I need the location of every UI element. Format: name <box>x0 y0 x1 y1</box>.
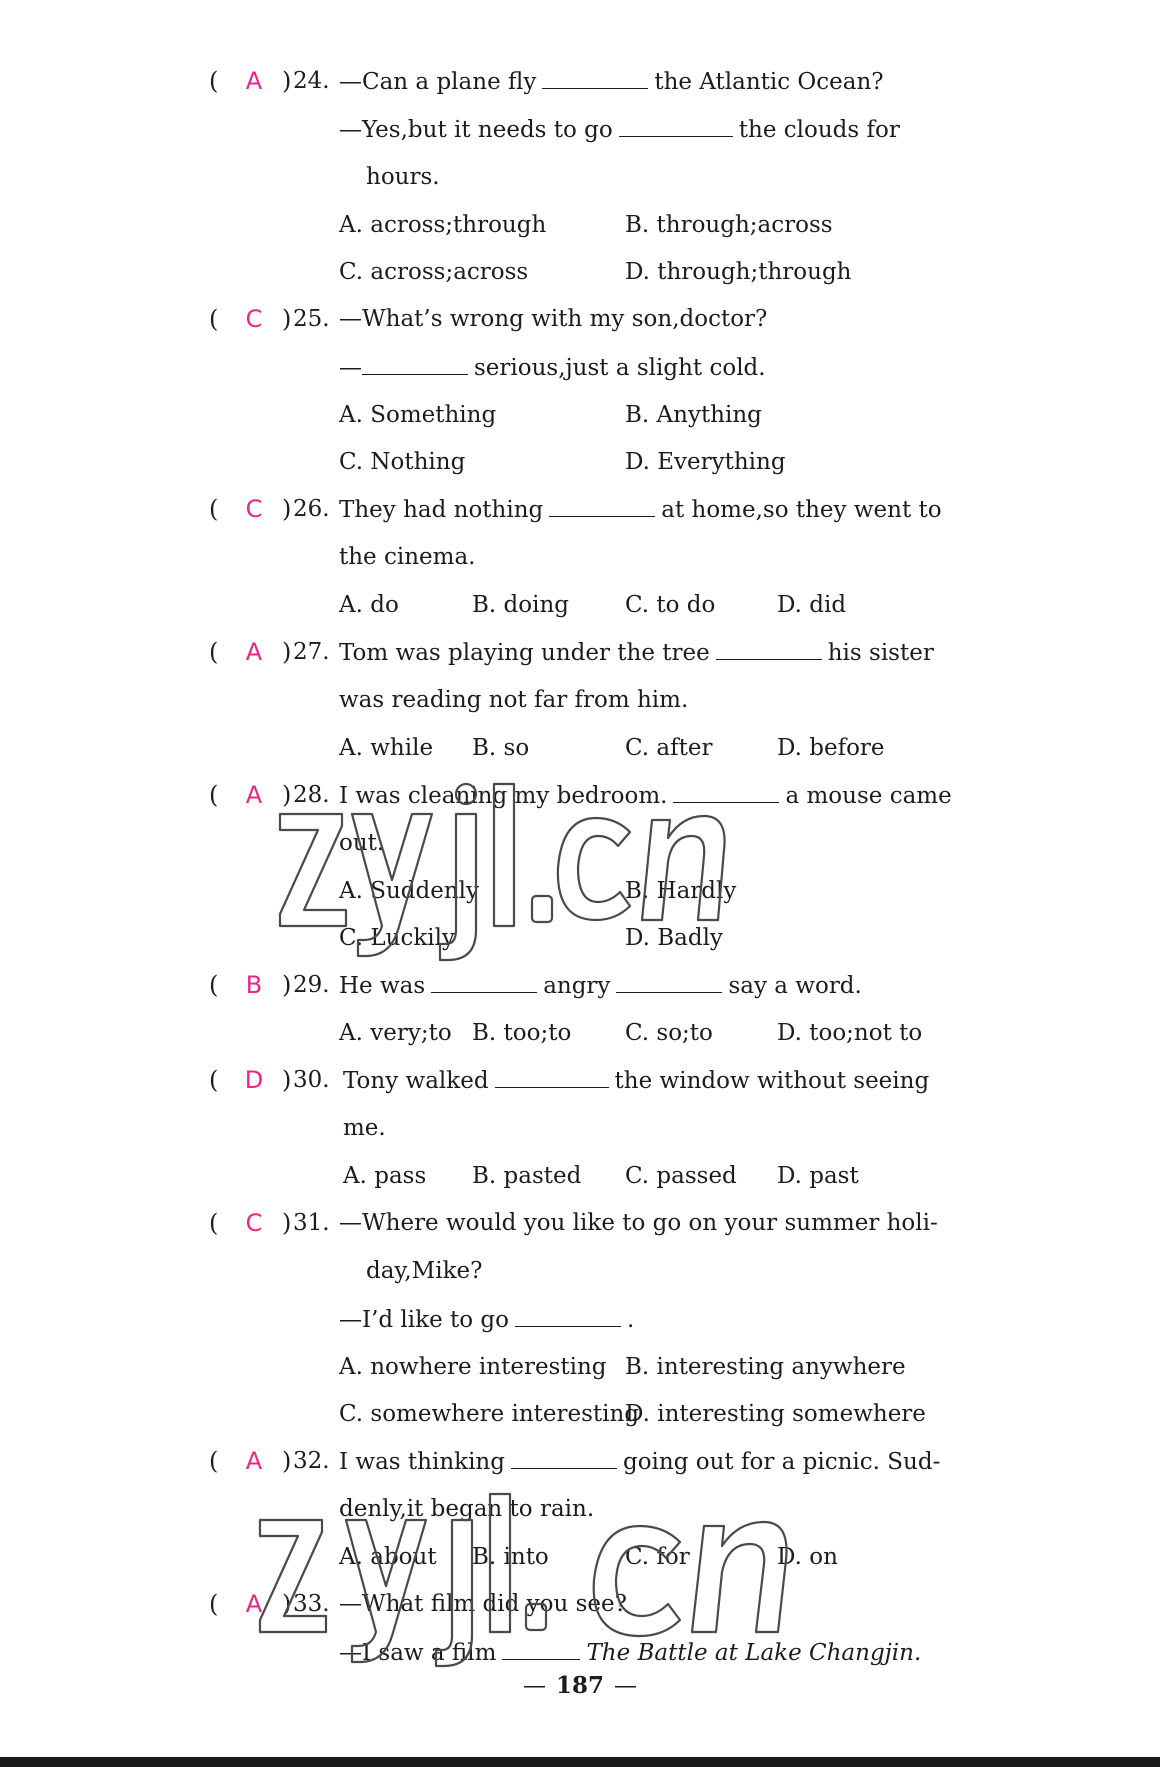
answer-letter: C <box>245 495 263 523</box>
line-text: Tony walked <box>343 1068 489 1094</box>
question-line: me. <box>343 1115 386 1141</box>
page-number-dash: — <box>522 1673 546 1699</box>
line-text: Tom was playing under the tree <box>339 640 710 666</box>
option-c: C. across;across <box>339 259 529 285</box>
option-b: B. into <box>472 1544 549 1570</box>
option-a: A. nowhere interesting <box>339 1354 607 1380</box>
line-text: I was thinking <box>339 1449 505 1475</box>
line-text: going out for a picnic. Sud- <box>622 1449 941 1475</box>
question-line: hours. <box>366 164 440 190</box>
paren-open: ( <box>209 67 219 95</box>
question-line <box>339 114 900 145</box>
question-line: —Where would you like to go on your summer holi- <box>339 1210 938 1236</box>
question-line <box>339 66 884 97</box>
question-number: 25. <box>293 306 330 332</box>
paren-open: ( <box>209 1209 219 1237</box>
question-line: —What film did you see? <box>339 1591 627 1617</box>
answer-letter: B <box>245 971 263 999</box>
option-b: B. pasted <box>472 1163 582 1189</box>
option-b: B. too;to <box>472 1020 572 1046</box>
option-c: C. after <box>625 735 713 761</box>
paren-open: ( <box>209 1066 219 1094</box>
paren-open: ( <box>209 781 219 809</box>
paren-close: ) <box>282 971 292 999</box>
question-line: day,Mike? <box>366 1258 483 1284</box>
bottom-bar <box>0 1757 1160 1767</box>
line-text: angry <box>543 973 611 999</box>
option-c: C. for <box>625 1544 690 1570</box>
answer-letter: C <box>245 1209 263 1237</box>
option-a: A. pass <box>343 1163 427 1189</box>
question-line: —What’s wrong with my son,doctor? <box>339 306 768 332</box>
line-text: his sister <box>827 640 934 666</box>
paren-open: ( <box>209 1447 219 1475</box>
line-text: —I’d like to go <box>339 1307 509 1333</box>
paren-close: ) <box>282 495 292 523</box>
line-text: say a word. <box>728 973 862 999</box>
question-number: 29. <box>293 972 330 998</box>
option-a: A. do <box>339 592 399 618</box>
option-b: B. interesting anywhere <box>625 1354 906 1380</box>
option-d: D. did <box>777 592 847 618</box>
question-line: denly,it began to rain. <box>339 1496 595 1522</box>
option-d: D. past <box>777 1163 859 1189</box>
answer-blank <box>362 352 468 375</box>
paren-close: ) <box>282 638 292 666</box>
film-title: The Battle at Lake Changjin. <box>586 1640 922 1666</box>
paren-close: ) <box>282 305 292 333</box>
question-number: 32. <box>293 1448 330 1474</box>
question-number: 31. <box>293 1210 330 1236</box>
line-text: —I saw a film <box>339 1640 497 1666</box>
line-text: at home,so they went to <box>661 497 942 523</box>
paren-close: ) <box>282 67 292 95</box>
option-d: D. on <box>777 1544 838 1570</box>
option-d: D. too;not to <box>777 1020 923 1046</box>
line-text: serious,just a slight cold. <box>474 355 766 381</box>
answer-blank <box>619 114 733 137</box>
answer-blank <box>616 970 722 993</box>
option-c: C. so;to <box>625 1020 713 1046</box>
answer-blank <box>431 970 537 993</box>
question-number: 28. <box>293 782 330 808</box>
answer-letter: A <box>245 638 263 666</box>
page-number <box>0 1671 1160 1701</box>
option-d: D. through;through <box>625 259 852 285</box>
question-line <box>339 1304 634 1335</box>
option-a: A. very;to <box>339 1020 452 1046</box>
option-b: B. through;across <box>625 212 833 238</box>
paren-close: ) <box>282 1209 292 1237</box>
paren-close: ) <box>282 781 292 809</box>
answer-blank <box>515 1304 621 1327</box>
line-text: — <box>339 355 362 381</box>
question-line <box>339 637 934 668</box>
question-line <box>339 494 942 525</box>
answer-letter: A <box>245 1590 263 1618</box>
paren-open: ( <box>209 1590 219 1618</box>
question-number: 33. <box>293 1591 330 1617</box>
answer-blank <box>549 494 655 517</box>
line-text: the window without seeing <box>614 1068 930 1094</box>
answer-blank <box>716 637 822 660</box>
paren-open: ( <box>209 495 219 523</box>
paren-open: ( <box>209 971 219 999</box>
line-text: —Can a plane fly <box>339 69 537 95</box>
option-c: C. passed <box>625 1163 737 1189</box>
question-line <box>339 970 862 1001</box>
paren-close: ) <box>282 1066 292 1094</box>
question-number: 30. <box>293 1067 330 1093</box>
option-d: D. Badly <box>625 925 723 951</box>
question-line: out. <box>339 830 385 856</box>
page-number-dash: — <box>614 1673 637 1699</box>
answer-blank <box>511 1446 617 1469</box>
question-line <box>339 1637 921 1668</box>
option-b: B. doing <box>472 592 569 618</box>
option-b: B. Hardly <box>625 878 737 904</box>
line-text: He was <box>339 973 426 999</box>
option-c: C. Nothing <box>339 449 466 475</box>
answer-blank <box>495 1065 609 1088</box>
option-c: C. somewhere interesting <box>339 1401 640 1427</box>
option-d: D. Everything <box>625 449 786 475</box>
answer-blank <box>542 66 648 89</box>
answer-letter: A <box>245 67 263 95</box>
paren-close: ) <box>282 1447 292 1475</box>
line-text: They had nothing <box>339 497 544 523</box>
answer-letter: A <box>245 1447 263 1475</box>
question-number: 24. <box>293 68 330 94</box>
option-b: B. so <box>472 735 530 761</box>
line-text: the clouds for <box>738 117 900 143</box>
option-a: A. across;through <box>339 212 547 238</box>
option-a: A. Something <box>339 402 497 428</box>
question-line <box>343 1065 929 1096</box>
option-d: D. interesting somewhere <box>625 1401 926 1427</box>
option-b: B. Anything <box>625 402 762 428</box>
question-line: the cinema. <box>339 544 476 570</box>
answer-letter: C <box>245 305 263 333</box>
answer-blank <box>673 780 779 803</box>
option-a: A. Suddenly <box>339 878 480 904</box>
question-number: 27. <box>293 639 330 665</box>
option-a: A. about <box>339 1544 437 1570</box>
option-d: D. before <box>777 735 885 761</box>
line-text: I was cleaning my bedroom. <box>339 783 668 809</box>
line-text: the Atlantic Ocean? <box>654 69 884 95</box>
question-line <box>339 352 766 383</box>
option-c: C. to do <box>625 592 716 618</box>
answer-letter: A <box>245 781 263 809</box>
question-line <box>339 1446 940 1477</box>
question-line <box>339 780 952 811</box>
question-number: 26. <box>293 496 330 522</box>
question-line: was reading not far from him. <box>339 687 689 713</box>
option-c: C. Luckily <box>339 925 456 951</box>
line-text: —Yes,but it needs to go <box>339 117 613 143</box>
answer-blank <box>502 1637 580 1660</box>
line-text: a mouse came <box>785 783 952 809</box>
page-number-value: 187 <box>555 1672 604 1699</box>
paren-open: ( <box>209 305 219 333</box>
option-a: A. while <box>339 735 434 761</box>
paren-open: ( <box>209 638 219 666</box>
paren-close: ) <box>282 1590 292 1618</box>
line-text: . <box>626 1307 635 1333</box>
answer-letter: D <box>244 1066 264 1094</box>
